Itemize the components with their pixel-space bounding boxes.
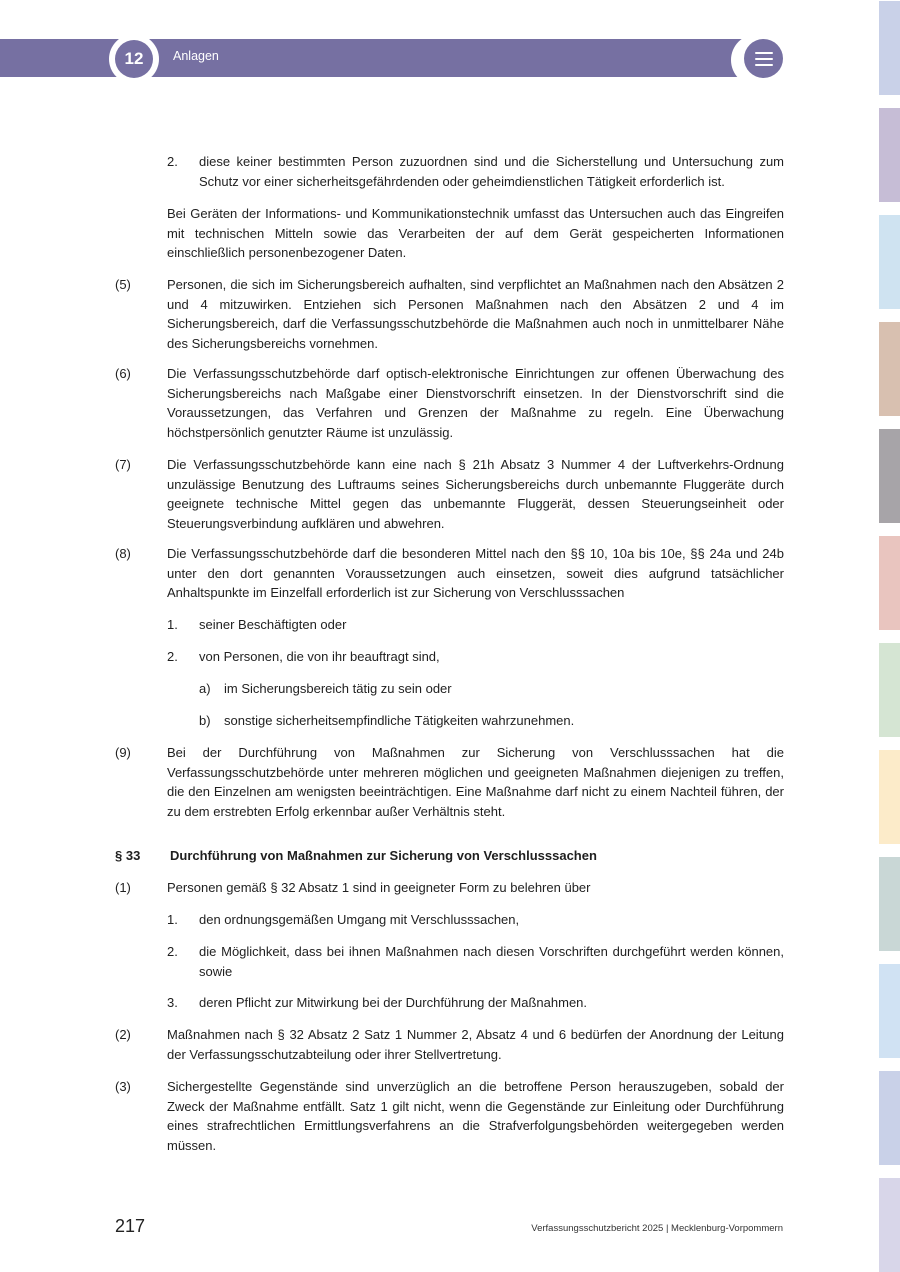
paragraph-text: Sichergestellte Gegenstände sind unverzüglich an die betroffene Person herauszugeben, sobald der Zweck der Maßnahme entfällt. Satz 1 gilt nicht, wenn die Gegenstände zur Einleitung oder Durchführung eines strafrechtlichen Ermittlungsverfahrens an die Strafverfolgungsbehörden weitergegeben werden müssen. — [167, 1079, 784, 1153]
list-item-text: seiner Beschäftigten oder — [199, 617, 347, 632]
paragraph-text: Personen, die sich im Sicherungsbereich aufhalten, sind verpflichtet an Maßnahmen nach den Absätzen 2 und 4 mitzuwirken. Entziehen sich Personen Maßnahmen nach den Absätzen 2 und 4 im Sicherungsbereich, darf die Verfassungsschutzbehörde die Maßnahmen auch noch in unmittelbarer Nähe des Sicherungsbereichs vornehmen. — [167, 277, 784, 351]
list-number: 2. — [167, 154, 178, 169]
paragraph-text: Bei Geräten der Informations- und Kommunikationstechnik umfasst das Untersuchen auch das Eingreifen mit technischen Mitteln sowie das Verarbeiten der auf dem Gerät gespeicherten Informationen einschließlich personenbezogener Daten. — [167, 206, 784, 260]
chapter-tab-12[interactable] — [879, 1178, 900, 1272]
paragraph-number: (5) — [115, 277, 131, 292]
list-number: 1. — [167, 912, 178, 927]
chapter-tab-7[interactable] — [879, 643, 900, 737]
paragraph-number: (1) — [115, 880, 131, 895]
paragraph-text: Die Verfassungsschutzbehörde kann eine nach § 21h Absatz 3 Nummer 4 der Luftverkehrs-Ordnung unzulässige Benutzung des Luftraums seines Sicherungsbereichs durch unbemannte Fluggeräte durch geeignete technische Mittel gegen das unbemannte Fluggerät, dessen Steuerungseinheit oder Steuerungsverbindung aufklären und abwehren. — [167, 457, 784, 531]
list-number: 2. — [167, 944, 178, 959]
chapter-tab-4[interactable] — [879, 322, 900, 416]
sublist-letter: a) — [199, 681, 211, 696]
paragraph-text: Die Verfassungsschutzbehörde darf optisch-elektronische Einrichtungen zur offenen Überwachung des Sicherungsbereichs nach Maßgabe einer Dienstvorschrift einsetzen. In der Dienstvorschrift sind die Voraussetzungen, das Verfahren und Grenzen der Maßnahme zu regeln. Eine Überwachung höchstpersönlich genutzter Räume ist unzulässig. — [167, 366, 784, 440]
hamburger-menu-icon-line — [755, 58, 773, 60]
menu-button[interactable] — [744, 39, 783, 78]
chapter-tab-9[interactable] — [879, 857, 900, 951]
section-heading: Durchführung von Maßnahmen zur Sicherung von Verschlusssachen — [170, 848, 597, 863]
paragraph-text: Personen gemäß § 32 Absatz 1 sind in geeigneter Form zu belehren über — [167, 880, 591, 895]
section-number: § 33 — [115, 848, 141, 863]
list-item-text: diese keiner bestimmten Person zuzuordnen sind und die Sicherstellung und Untersuchung zum Schutz vor einer sicherheitsgefährdenden oder geheimdienstlichen Tätigkeit erforderlich ist. — [199, 154, 784, 189]
chapter-tab-2[interactable] — [879, 108, 900, 202]
chapter-tab-5[interactable] — [879, 429, 900, 523]
paragraph-number: (6) — [115, 366, 131, 381]
paragraph-text: Maßnahmen nach § 32 Absatz 2 Satz 1 Nummer 2, Absatz 4 und 6 bedürfen der Anordnung der Leitung der Verfassungsschutzabteilung oder ihrer Stellvertretung. — [167, 1027, 784, 1062]
list-number: 3. — [167, 995, 178, 1010]
chapter-tab-8[interactable] — [879, 750, 900, 844]
list-number: 1. — [167, 617, 178, 632]
paragraph-number: (3) — [115, 1079, 131, 1094]
hamburger-menu-icon — [755, 52, 773, 54]
chapter-tab-11[interactable] — [879, 1071, 900, 1165]
paragraph-number: (2) — [115, 1027, 131, 1042]
sublist-item-text: im Sicherungsbereich tätig zu sein oder — [224, 681, 452, 696]
sublist-item-text: sonstige sicherheitsempfindliche Tätigkeiten wahrzunehmen. — [224, 713, 575, 728]
chapter-tab-6[interactable] — [879, 536, 900, 630]
chapter-tab-1[interactable] — [879, 1, 900, 95]
paragraph-number: (8) — [115, 546, 131, 561]
list-item-text: den ordnungsgemäßen Umgang mit Verschlusssachen, — [199, 912, 520, 927]
paragraph-number: (7) — [115, 457, 131, 472]
chapter-tab-10[interactable] — [879, 964, 900, 1058]
hamburger-menu-icon-line — [755, 64, 773, 66]
list-number: 2. — [167, 649, 178, 664]
list-item-text: deren Pflicht zur Mitwirkung bei der Durchführung der Maßnahmen. — [199, 995, 588, 1010]
chapter-tab-3[interactable] — [879, 215, 900, 309]
paragraph-text: Bei der Durchführung von Maßnahmen zur Sicherung von Verschlusssachen hat die Verfassungsschutzbehörde unter mehreren möglichen und geeigneten Maßnahmen diejenigen zu treffen, die den Einzelnen am wenigsten beeinträchtigen. Eine Maßnahme darf nicht zu einem Nachteil führen, der zu dem erstrebten Erfolg erkennbar außer Verhältnis steht. — [167, 745, 784, 819]
list-item-text: von Personen, die von ihr beauftragt sind, — [199, 649, 440, 664]
paragraph-text: Die Verfassungsschutzbehörde darf die besonderen Mittel nach den §§ 10, 10a bis 10e, §§ 24a und 24b unter den dort genannten Voraussetzungen auch einsetzen, soweit dies aufgrund tatsächlicher Anhaltspunkte im Einzelfall erforderlich ist zur Sicherung von Verschlusssachen — [167, 546, 784, 600]
page-number: 217 — [115, 1216, 146, 1236]
chapter-number-badge: 12 — [115, 40, 153, 78]
paragraph-number: (9) — [115, 745, 131, 760]
chapter-title: Anlagen — [173, 49, 219, 63]
list-item-text: die Möglichkeit, dass bei ihnen Maßnahmen nach diesen Vorschriften durchgeführt werden können, sowie — [199, 944, 784, 979]
footer-publication: Verfassungsschutzbericht 2025 | Mecklenburg-Vorpommern — [531, 1223, 783, 1234]
sublist-letter: b) — [199, 713, 211, 728]
